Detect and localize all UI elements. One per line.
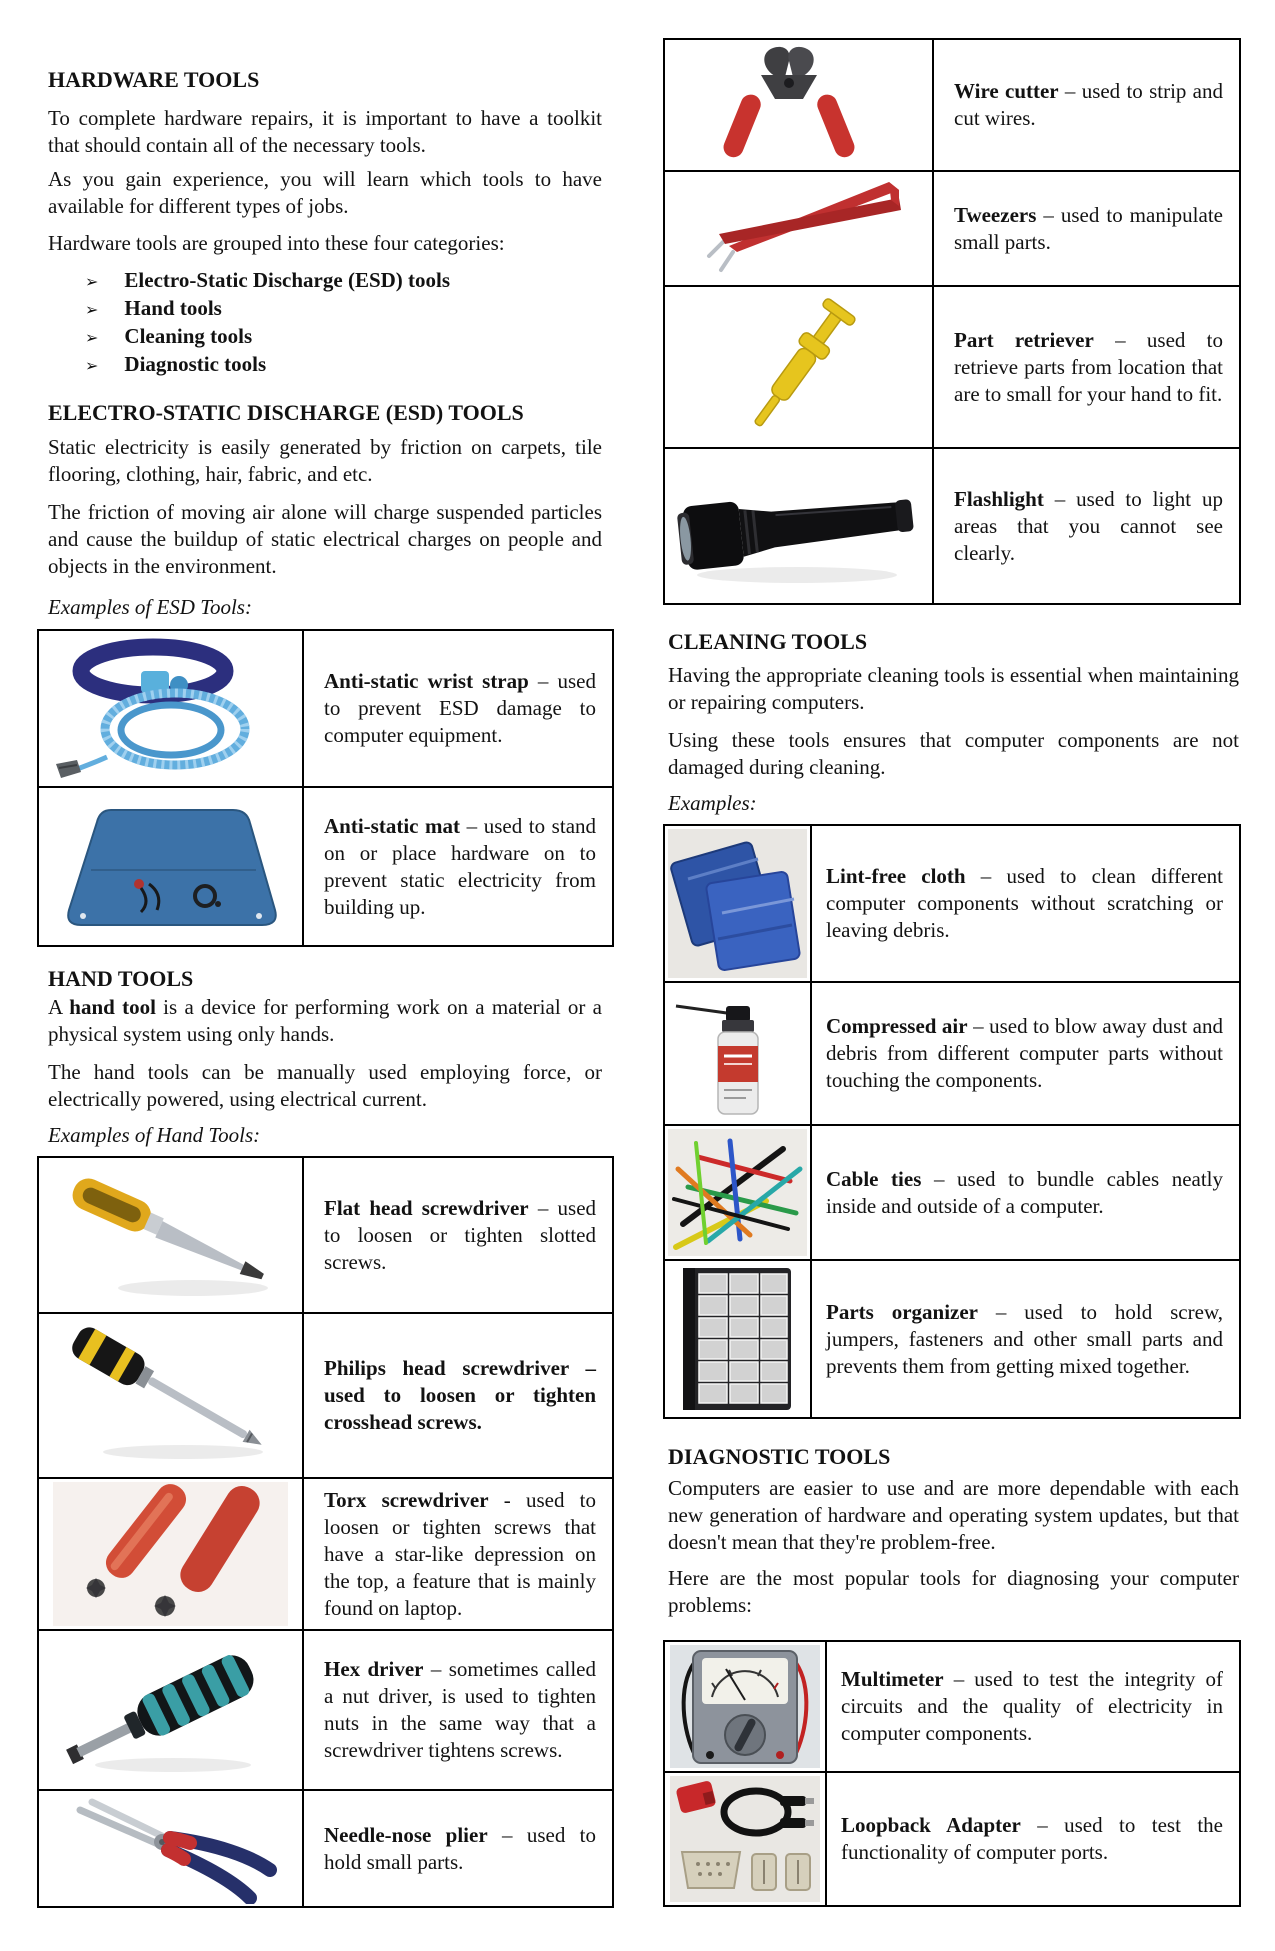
- dash: –: [487, 1822, 527, 1847]
- tool-description-cell: [827, 1642, 1239, 1771]
- tool-description-cell: [827, 1773, 1239, 1905]
- dash: –: [1036, 202, 1061, 227]
- tool-text: [324, 1195, 596, 1276]
- anti-static-wrist-strap-image: [39, 631, 304, 786]
- intro-paragraph-1: To complete hardware repairs, it is important to have a toolkit that should contain all of the necessary tools.: [48, 106, 602, 157]
- diagnostic-section-heading: DIAGNOSTIC TOOLS: [668, 1444, 891, 1469]
- tool-desc: used to loosen or tighten crosshead screws.: [324, 1383, 596, 1434]
- arrow-bullet-icon: ➢: [85, 272, 99, 291]
- cleaning-paragraph-2: Using these tools ensures that computer components are not damaged during cleaning.: [668, 728, 1239, 779]
- tool-desc: used to light up areas that you cannot see clearly.: [954, 486, 1223, 565]
- loopback-adapter-image: [665, 1773, 827, 1905]
- dash: –: [1058, 79, 1082, 103]
- left-column: [37, 0, 614, 1908]
- parts-organizer-icon: [675, 1264, 801, 1414]
- lint-free-cloth-image: [665, 826, 812, 981]
- category-item-cleaning: [85, 323, 614, 351]
- tool-text: [324, 1656, 596, 1764]
- tool-desc: used to loosen or tighten slotted screws.: [324, 1195, 597, 1274]
- table-row-hex-driver: [39, 1629, 612, 1789]
- category-list: [37, 267, 614, 379]
- dash: –: [528, 1195, 558, 1220]
- arrow-bullet-icon: ➢: [85, 356, 99, 375]
- tool-desc: used to loosen or tighten screws that have a star-like depression on the top, a feature that is mainly found on laptop.: [324, 1487, 596, 1620]
- category-item-esd: [85, 267, 614, 295]
- hex-driver-image: [39, 1631, 304, 1789]
- hand-examples-label: Examples of Hand Tools:: [48, 1123, 261, 1147]
- tool-name: Tweezers: [954, 202, 1037, 227]
- parts-organizer-image: [665, 1261, 812, 1417]
- tool-text: [324, 1355, 596, 1436]
- table-row-flashlight: [665, 447, 1239, 603]
- table-row-cable-ties: [665, 1124, 1239, 1259]
- tool-description-cell: [304, 1314, 612, 1477]
- tool-text: [324, 1487, 596, 1622]
- tool-name: Anti-static wrist strap: [324, 669, 529, 693]
- dash: –: [460, 813, 484, 838]
- tool-text: [841, 1812, 1223, 1866]
- esd-paragraph-2: The friction of moving air alone will charge suspended particles and cause the buildup of static electrical charges on people and objects in the environment.: [48, 500, 602, 578]
- tool-name: Flashlight: [954, 486, 1044, 511]
- tool-text: [826, 863, 1223, 944]
- tool-name: Philips head screwdriver: [324, 1356, 569, 1380]
- category-item-hand: [85, 295, 614, 323]
- philips-head-screwdriver-icon: [53, 1318, 288, 1474]
- tool-description-cell: [304, 1158, 612, 1312]
- tool-description-cell: [934, 287, 1239, 447]
- tweezers-icon: [693, 176, 905, 282]
- category-label: Electro-Static Discharge (ESD) tools: [124, 268, 451, 292]
- tool-name: Compressed air: [826, 1014, 968, 1038]
- tool-description-cell: [812, 826, 1239, 981]
- dash: –: [423, 1657, 449, 1681]
- wire-cutter-image: [665, 40, 934, 170]
- table-row-needle-nose-plier: [39, 1789, 612, 1906]
- flat-head-screwdriver-image: [39, 1158, 304, 1312]
- part-retriever-image: [665, 287, 934, 447]
- tool-text: [826, 1013, 1223, 1094]
- hand-p1-pre: A: [48, 995, 70, 1019]
- diagnostic-paragraph-2: Here are the most popular tools for diagnosing your computer problems:: [668, 1566, 1239, 1617]
- tool-description-cell: [304, 631, 612, 786]
- hand-tools-table: [37, 1156, 614, 1908]
- tool-description-cell: [934, 40, 1239, 170]
- dash: –: [978, 1299, 1025, 1324]
- tool-description-cell: [812, 983, 1239, 1124]
- tool-name: Anti-static mat: [324, 813, 461, 838]
- multimeter-icon: [670, 1645, 820, 1768]
- tweezers-image: [665, 172, 934, 285]
- hand-paragraph-2: The hand tools can be manually used employing force, or electrically powered, using electrical current.: [48, 1060, 602, 1111]
- torx-screwdriver-image: [39, 1479, 304, 1629]
- tool-name: Torx screwdriver: [324, 1487, 489, 1512]
- tool-text: [324, 668, 596, 749]
- tool-name: Cable ties: [826, 1166, 922, 1191]
- anti-static-wrist-strap-icon: [53, 635, 288, 783]
- table-row-philips-head-screwdriver: [39, 1312, 612, 1477]
- tool-name: Hex driver: [324, 1657, 424, 1681]
- table-row-anti-static-wrist-strap: [39, 631, 612, 786]
- tool-description-cell: [304, 1631, 612, 1789]
- table-row-anti-static-mat: [39, 786, 612, 945]
- tool-name: Loopback Adapter: [841, 1813, 1021, 1837]
- tool-description-cell: [812, 1261, 1239, 1417]
- general-tools-table: [663, 38, 1241, 605]
- cable-ties-icon: [668, 1129, 807, 1256]
- esd-tools-table: [37, 629, 614, 947]
- compressed-air-image: [665, 983, 812, 1124]
- right-column: [663, 0, 1241, 1907]
- intro-paragraph-2: As you gain experience, you will learn which tools to have available for different types of jobs.: [48, 167, 602, 218]
- flashlight-icon: [677, 453, 921, 599]
- tool-description-cell: [304, 1479, 612, 1629]
- dash: –: [568, 1356, 597, 1380]
- dash: –: [528, 669, 558, 693]
- tool-desc: used to hold screw, jumpers, fasteners and other small parts and prevents them from getting mixed together.: [826, 1299, 1223, 1378]
- tool-name: Lint-free cloth: [826, 864, 966, 888]
- tool-name: Flat head screwdriver: [324, 1195, 529, 1220]
- hand-tool-term: hand tool: [69, 995, 156, 1019]
- tool-text: [841, 1666, 1223, 1747]
- table-row-flat-head-screwdriver: [39, 1158, 612, 1312]
- esd-examples-label: Examples of ESD Tools:: [48, 595, 252, 619]
- tool-text: [954, 78, 1223, 132]
- needle-nose-plier-image: [39, 1791, 304, 1906]
- diagnostic-tools-table: [663, 1640, 1241, 1907]
- cable-ties-image: [665, 1126, 812, 1259]
- tool-desc: used to manipulate small parts.: [954, 202, 1223, 254]
- tool-description-cell: [812, 1126, 1239, 1259]
- esd-section-heading: ELECTRO-STATIC DISCHARGE (ESD) TOOLS: [48, 400, 524, 425]
- page-title: HARDWARE TOOLS: [48, 67, 260, 92]
- tool-description-cell: [934, 449, 1239, 603]
- lint-free-cloth-icon: [668, 829, 807, 978]
- dash: –: [943, 1667, 975, 1691]
- hand-p1-post: is a device for performing work on a material or a physical system using only hands.: [48, 995, 602, 1046]
- table-row-torx-screwdriver: [39, 1477, 612, 1629]
- esd-paragraph-1: Static electricity is easily generated by friction on carpets, tile flooring, clothing, hair, fabric, and etc.: [48, 435, 602, 486]
- tool-desc: used to test the functionality of computer ports.: [841, 1813, 1223, 1864]
- tool-description-cell: [934, 172, 1239, 285]
- cleaning-examples-label: Examples:: [668, 791, 757, 815]
- category-label: Cleaning tools: [124, 324, 253, 348]
- tool-text: [954, 202, 1223, 256]
- dash: –: [965, 864, 1007, 888]
- tool-desc: used to hold small parts.: [324, 1822, 596, 1874]
- tool-text: [954, 327, 1223, 408]
- table-row-compressed-air: [665, 981, 1239, 1124]
- category-label: Hand tools: [124, 296, 222, 320]
- tool-text: [954, 486, 1223, 567]
- anti-static-mat-image: [39, 788, 304, 945]
- anti-static-mat-icon: [53, 792, 288, 942]
- cleaning-section-heading: CLEANING TOOLS: [668, 629, 868, 654]
- table-row-tweezers: [665, 170, 1239, 285]
- needle-nose-plier-icon: [56, 1794, 286, 1904]
- dash: –: [1020, 1813, 1065, 1837]
- table-row-multimeter: [665, 1642, 1239, 1771]
- tool-desc: used to strip and cut wires.: [954, 79, 1223, 130]
- wire-cutter-icon: [699, 43, 899, 167]
- tool-text: [324, 813, 596, 921]
- tool-name: Parts organizer: [826, 1299, 979, 1324]
- cleaning-paragraph-1: Having the appropriate cleaning tools is essential when maintaining or repairing computers.: [668, 663, 1239, 714]
- tool-desc: sometimes called a nut driver, is used to tighten nuts in the same way that a screwdriver tightens screws.: [324, 1657, 596, 1762]
- table-row-part-retriever: [665, 285, 1239, 447]
- dash: –: [921, 1166, 958, 1191]
- arrow-bullet-icon: ➢: [85, 328, 99, 347]
- tool-name: Wire cutter: [954, 79, 1059, 103]
- hand-paragraph-1: [48, 994, 602, 1048]
- flat-head-screwdriver-icon: [53, 1160, 288, 1310]
- philips-head-screwdriver-image: [39, 1314, 304, 1477]
- tool-text: [826, 1299, 1223, 1380]
- dash: –: [967, 1014, 990, 1038]
- tool-desc: used to retrieve parts from location that are to small for your hand to fit.: [954, 327, 1224, 406]
- category-label: Diagnostic tools: [124, 352, 267, 376]
- categories-lead-paragraph: Hardware tools are grouped into these four categories:: [48, 231, 505, 255]
- flashlight-image: [665, 449, 934, 603]
- tool-name: Needle-nose plier: [324, 1822, 488, 1847]
- torx-screwdriver-icon: [53, 1482, 288, 1626]
- tool-description-cell: [304, 1791, 612, 1906]
- dash: -: [488, 1487, 526, 1512]
- tool-text: [826, 1166, 1223, 1220]
- tool-name: Part retriever: [954, 327, 1094, 352]
- tool-desc: used to bundle cables neatly inside and outside of a computer.: [826, 1166, 1224, 1218]
- dash: –: [1043, 486, 1077, 511]
- tool-name: Multimeter: [841, 1667, 944, 1691]
- tool-desc: used to blow away dust and debris from different computer parts without touching the components.: [826, 1014, 1223, 1092]
- diagnostic-paragraph-1: Computers are easier to use and are more dependable with each new generation of hardware and operating system updates, but that doesn't mean that they're problem-free.: [668, 1476, 1239, 1554]
- multimeter-image: [665, 1642, 827, 1771]
- cleaning-tools-table: [663, 824, 1241, 1419]
- arrow-bullet-icon: ➢: [85, 300, 99, 319]
- table-row-loopback-adapter: [665, 1771, 1239, 1905]
- tool-desc: used to clean different computer components without scratching or leaving debris.: [826, 864, 1223, 942]
- table-row-wire-cutter: [665, 40, 1239, 170]
- compressed-air-icon: [668, 986, 807, 1121]
- loopback-adapter-icon: [670, 1776, 820, 1902]
- category-item-diagnostic: [85, 351, 614, 379]
- tool-desc: used to test the integrity of circuits and the quality of electricity in computer components.: [841, 1667, 1223, 1745]
- tool-desc: used to stand on or place hardware on to prevent static electricity from building up.: [324, 813, 597, 919]
- table-row-parts-organizer: [665, 1259, 1239, 1417]
- hand-section-heading: HAND TOOLS: [48, 966, 194, 991]
- tool-text: [324, 1822, 596, 1876]
- hex-driver-icon: [53, 1635, 288, 1785]
- part-retriever-icon: [719, 290, 879, 444]
- table-row-lint-free-cloth: [665, 826, 1239, 981]
- tool-desc: used to prevent ESD damage to computer equipment.: [324, 669, 596, 747]
- tool-description-cell: [304, 788, 612, 945]
- dash: –: [1093, 327, 1147, 352]
